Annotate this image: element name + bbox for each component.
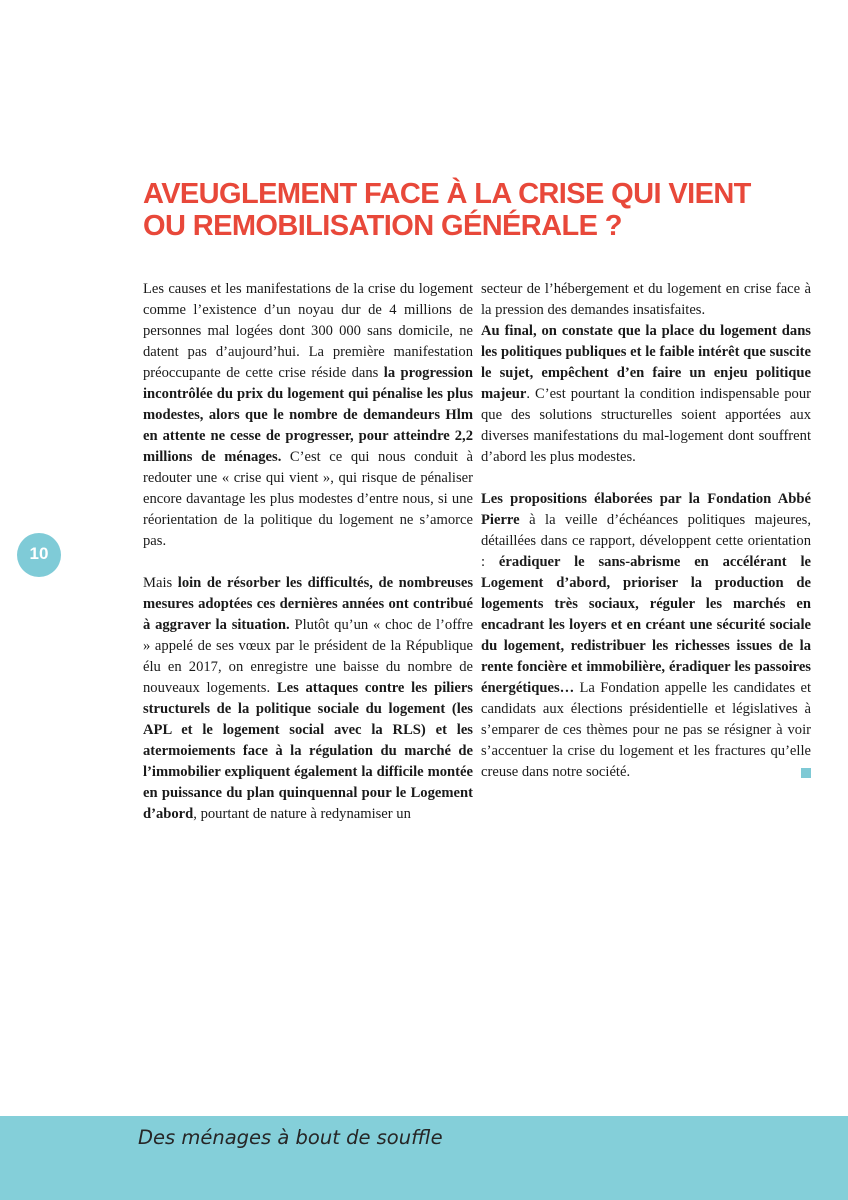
bold-run: Les propositions élaborées par la Fondation Abbé Pierre	[481, 491, 811, 528]
title-line-1: AVEUGLEMENT FACE À LA CRISE QUI VIENT	[143, 178, 751, 210]
page-number: 10	[29, 544, 49, 563]
text-run: à la veille d’échéances politiques majeures, détaillées dans ce rapport, développent cette orientation :	[481, 512, 811, 570]
text-run: La Fondation appelle les candidates et candidats aux élections présidentielle et législatives à s’emparer de ces thèmes pour ne pas se résigner à voir s’accentuer la crise du logement et les fractures qu’elle creuse dans notre société.	[481, 680, 811, 780]
text-run: Plutôt qu’un « choc de l’offre » appelé de ses vœux par le président de la République élu en 2017, on enregistre une baisse du nombre de nouveaux logements.	[143, 617, 474, 696]
bold-run: la progression incontrôlée du prix du logement qui pénalise les plus modestes, alors que le nombre de demandeurs Hlm en attente ne cesse de progresser, pour atteindre 2,2 millions de ménages.	[143, 365, 473, 465]
paragraph	[143, 573, 473, 825]
bold-run: Au final, on constate que la place du logement dans les politiques publiques et le faible intérêt que suscite le sujet, empêchent d’en faire un enjeu politique majeur	[481, 323, 811, 402]
text-run: C’est ce qui nous conduit à redouter une « crise qui vient », qui risque de pénaliser encore davantage les plus modestes d’entre nous, si une réorientation de la politique du logement ne s’amorce pas.	[143, 449, 473, 549]
page-number-badge	[17, 533, 61, 577]
text-run: Mais	[143, 575, 178, 591]
footer-band	[0, 1116, 848, 1200]
bold-run: Les attaques contre les piliers structurels de la politique sociale du logement (les APL et le logement social avec la RLS) et les atermoiements face à la régulation du marché de l’immobilier expliquent également la difficile montée en puissance du plan quinquennal pour le Logement d’abord	[143, 680, 473, 822]
bold-run: loin de résorber les difficultés, de nombreuses mesures adoptées ces dernières années ont contribué à aggraver la situation.	[143, 575, 473, 633]
bold-run: éradiquer le sans-abrisme en accélérant le Logement d’abord, prioriser la production de logements très sociaux, réguler les marchés en encadrant les loyers et en créant une sécurité sociale du logement, redistribuer les richesses issues de la rente foncière et immobilière, éradiquer les passoires énergétiques…	[481, 554, 812, 696]
paragraph	[481, 279, 811, 321]
text-run: secteur de l’hébergement et du logement en crise face à la pression des demandes insatisfaites.	[481, 281, 811, 318]
paragraph	[481, 321, 811, 468]
text-run: , pourtant de nature à redynamiser un	[193, 806, 411, 822]
text-run: . C’est pourtant la condition indispensable pour que des solutions structurelles soient apportées aux diverses manifestations du mal-logement dont souffrent d’abord les plus modestes.	[481, 386, 811, 465]
page-title	[143, 178, 783, 242]
paragraph	[481, 489, 811, 783]
left-column	[143, 279, 473, 825]
right-column	[481, 279, 811, 783]
footer-section-title: Des ménages à bout de souffle	[138, 1126, 443, 1149]
paragraph	[143, 279, 473, 552]
end-of-article-square-icon	[801, 768, 811, 778]
text-run: Les causes et les manifestations de la crise du logement comme l’existence d’un noyau dur de 4 millions de personnes mal logées dont 300 000 sans domicile, ne datent pas d’aujourd’hui. La première manifestation préoccupante de cette crise réside dans	[143, 281, 473, 381]
title-line-2: OU REMOBILISATION GÉNÉRALE ?	[143, 210, 622, 242]
